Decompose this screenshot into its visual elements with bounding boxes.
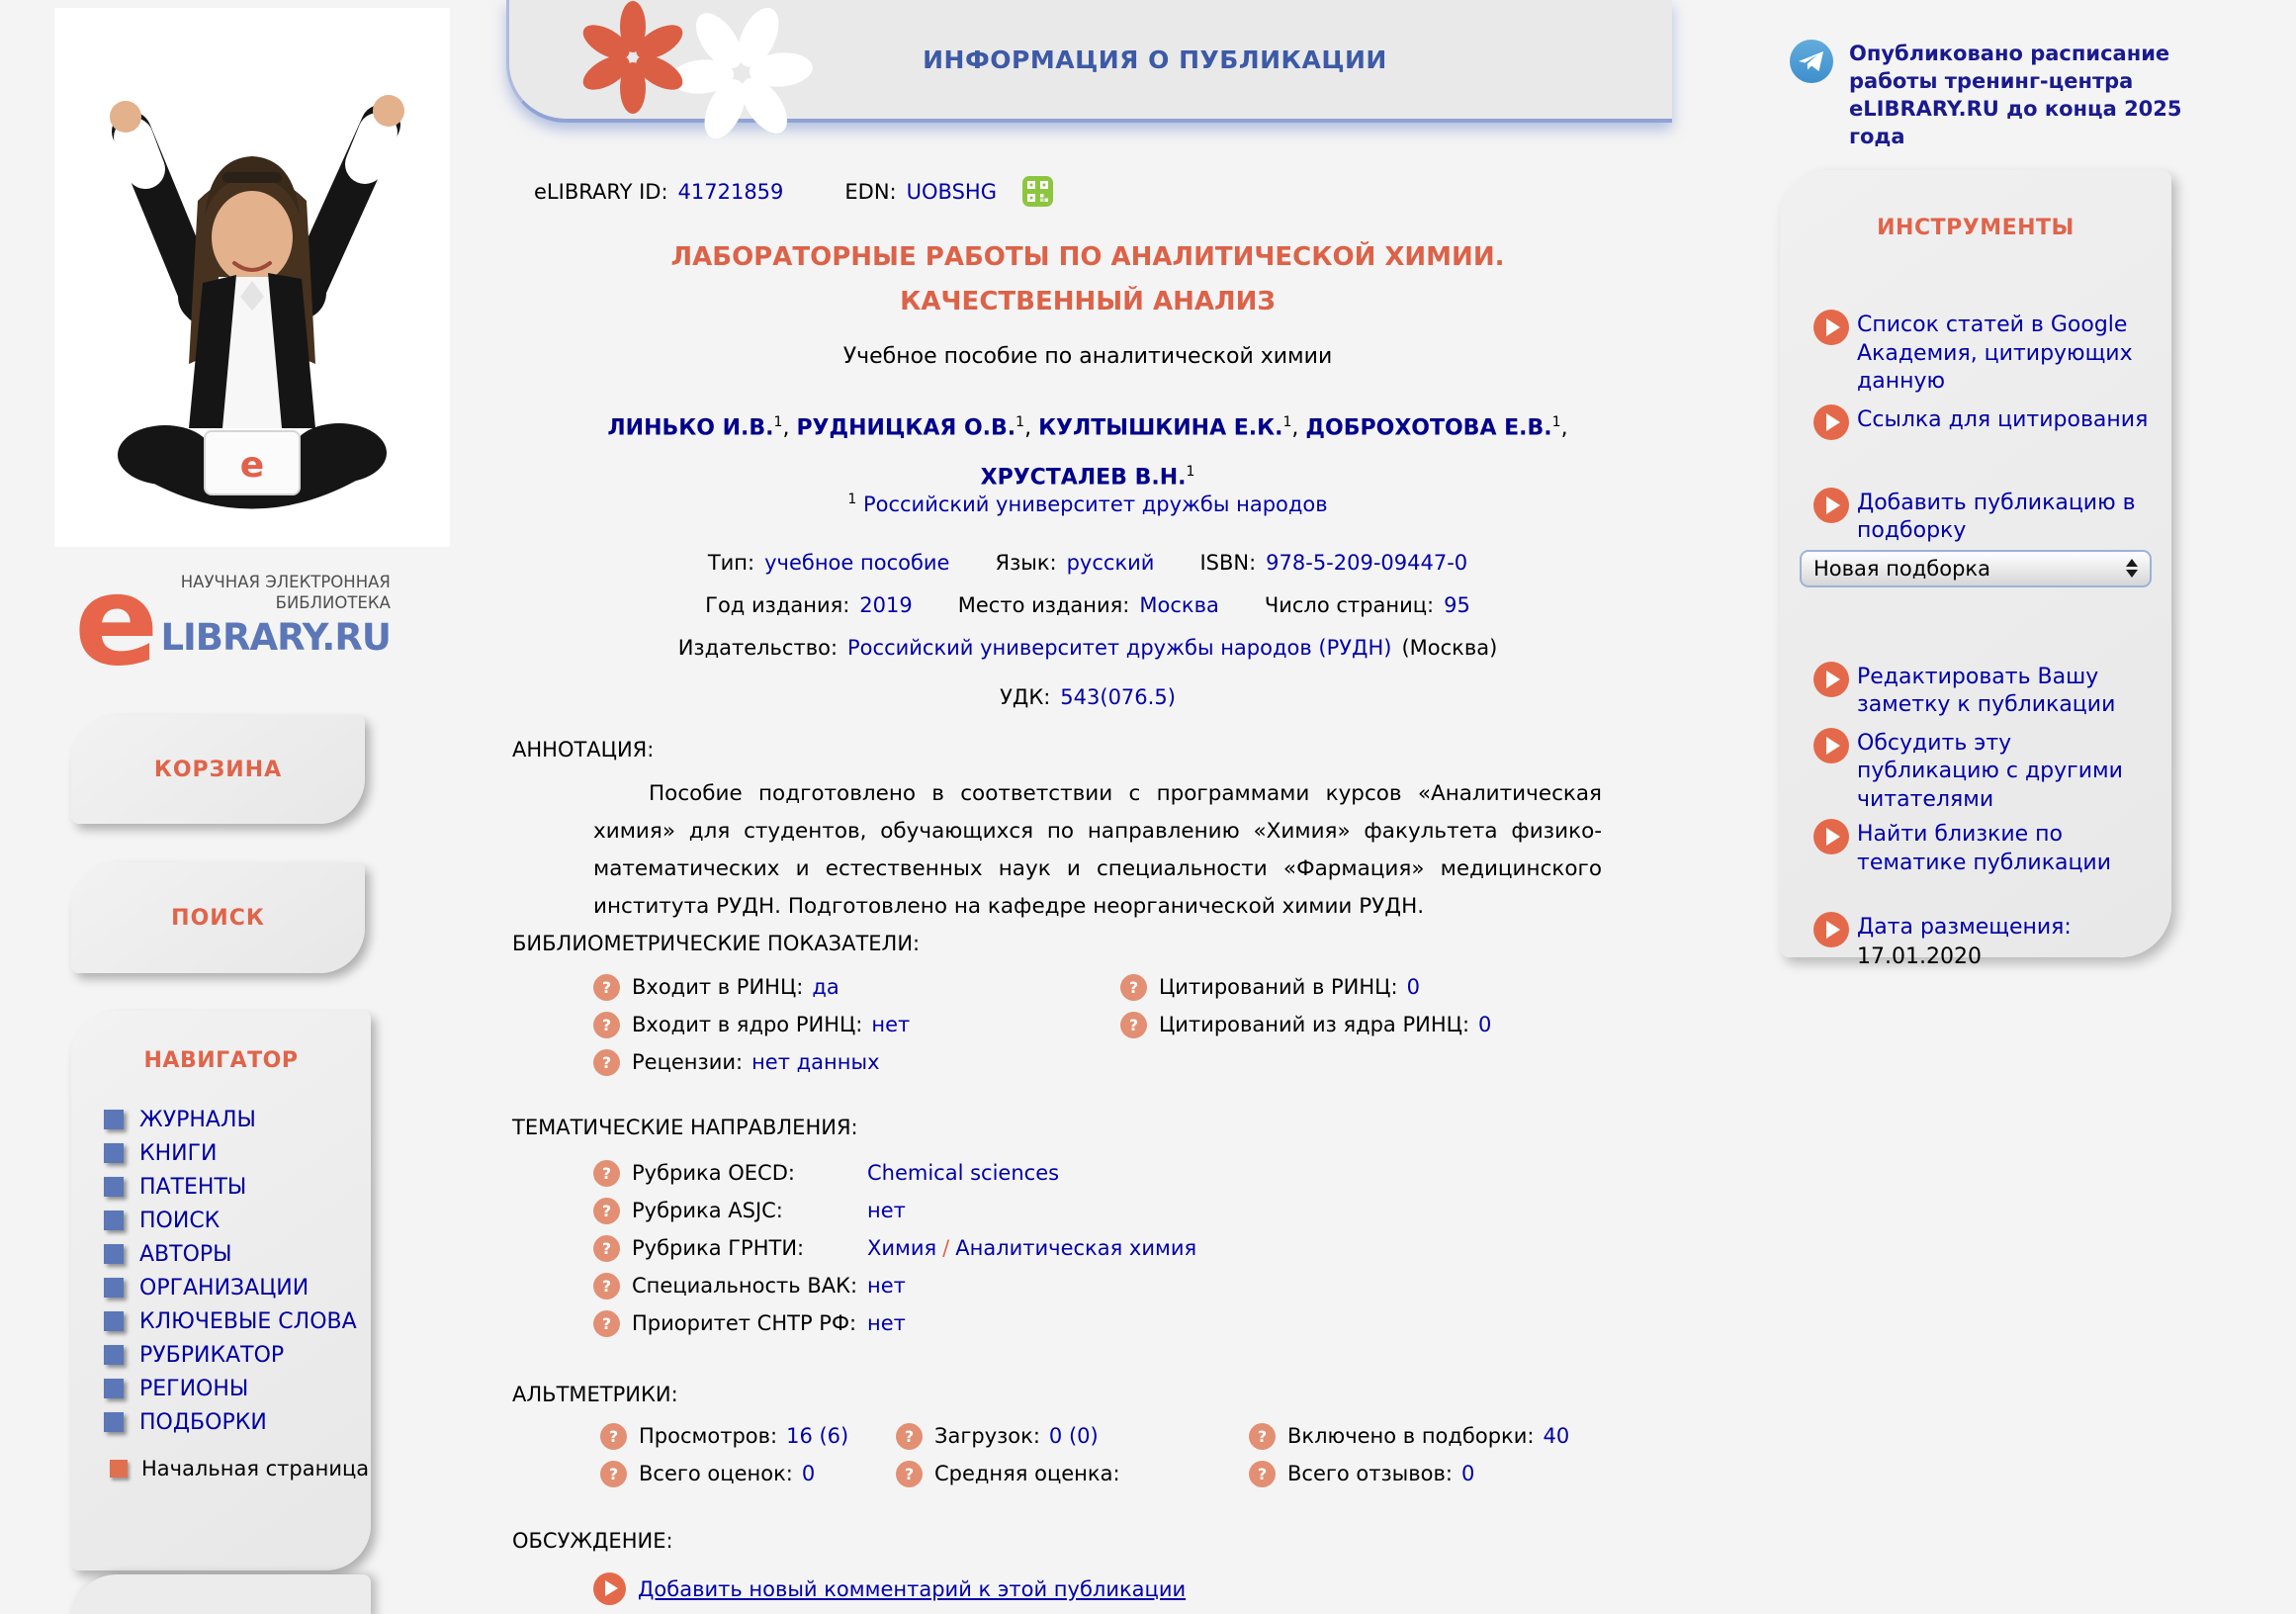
tool-item[interactable]	[1780, 730, 2171, 815]
tools-list-top	[1780, 312, 2171, 546]
bullet-icon	[104, 1244, 124, 1264]
metric-row	[1249, 1422, 1569, 1450]
play-icon	[1813, 404, 1849, 440]
qr-code-icon[interactable]	[1022, 176, 1053, 207]
partial-panel	[71, 1574, 371, 1614]
thematic-row	[593, 1159, 1196, 1187]
navigator-list	[104, 1109, 371, 1433]
placement-date-label: Дата размещения:	[1857, 915, 2072, 940]
metric-value: 0	[1460, 1462, 1475, 1485]
page-title: ИНФОРМАЦИЯ О ПУБЛИКАЦИИ	[923, 45, 1387, 74]
metric-value[interactable]: нет	[871, 1013, 911, 1036]
publication-ids	[534, 176, 1053, 207]
bullet-icon	[104, 1143, 124, 1163]
metric-row	[593, 1048, 910, 1076]
detail-value-link[interactable]: Российский университет дружбы народов (РУДН)	[847, 636, 1392, 660]
detail-label: ISBN:	[1199, 551, 1257, 575]
home-page-link[interactable]	[110, 1457, 371, 1480]
telegram-icon[interactable]	[1790, 40, 1833, 83]
detail-label: Год издания:	[705, 593, 850, 617]
telegram-announcement-text: Опубликовано расписание работы тренинг-центра eLIBRARY.RU до конца 2025 года	[1849, 42, 2182, 148]
detail-label: Тип:	[707, 551, 755, 575]
author-link[interactable]: КУЛТЫШКИНА Е.К.	[1038, 415, 1283, 441]
help-icon[interactable]: ?	[600, 1461, 627, 1487]
sidebar-item-label: АВТОРЫ	[139, 1241, 232, 1267]
sidebar-item-регионы[interactable]	[104, 1378, 371, 1399]
tools-list-bottom	[1780, 664, 2171, 878]
bullet-icon	[104, 1379, 124, 1398]
altmetrics-heading: АЛЬТМЕТРИКИ:	[512, 1383, 678, 1406]
details-block	[506, 542, 1669, 719]
sidebar-item-label: ЖУРНАЛЫ	[139, 1107, 256, 1132]
metric-label: Включено в подборки:	[1287, 1424, 1535, 1448]
tools-title: ИНСТРУМЕНТЫ	[1877, 216, 2075, 240]
detail-value-link[interactable]: Москва	[1139, 593, 1219, 617]
placement-date-value: 17.01.2020	[1857, 944, 1982, 969]
publication-subtitle: Учебное пособие по аналитической химии	[842, 344, 1333, 369]
sidebar-item-книги[interactable]	[104, 1142, 371, 1164]
sidebar-item-label: РУБРИКАТОР	[139, 1342, 285, 1368]
sidebar-item-подборки[interactable]	[104, 1411, 371, 1433]
publication-title-line1: ЛАБОРАТОРНЫЕ РАБОТЫ ПО АНАЛИТИЧЕСКОЙ ХИМИИ.	[670, 242, 1505, 272]
sidebar-item-патенты[interactable]	[104, 1176, 371, 1198]
metric-label: Цитирований в РИНЦ:	[1159, 975, 1398, 999]
promo-photo-illustration	[54, 8, 450, 547]
help-icon[interactable]: ?	[1249, 1461, 1276, 1487]
tool-item-label: Найти близкие по тематике публикации	[1857, 822, 2112, 875]
detail-line	[506, 627, 1669, 670]
metric-label: Входит в ядро РИНЦ:	[632, 1013, 863, 1036]
elibrary-logo[interactable]	[74, 548, 391, 693]
thematic-row	[593, 1197, 1196, 1224]
placement-date-row	[1780, 914, 2171, 969]
logo-caption-line1: НАУЧНАЯ ЭЛЕКТРОННАЯ	[180, 573, 391, 591]
affiliation-sup: 1	[847, 492, 857, 507]
help-icon[interactable]: ?	[896, 1461, 923, 1487]
publication-title-line2: КАЧЕСТВЕННЫЙ АНАЛИЗ	[900, 287, 1276, 316]
detail-label: Место издания:	[957, 593, 1130, 617]
play-icon	[1813, 819, 1849, 854]
metric-row	[600, 1422, 848, 1450]
sidebar-item-label: РЕГИОНЫ	[139, 1376, 249, 1401]
help-icon[interactable]: ?	[896, 1423, 923, 1450]
thematic-row	[593, 1272, 1196, 1300]
detail-label: УДК:	[1000, 685, 1051, 709]
affiliation-link[interactable]: Российский университет дружбы народов	[862, 493, 1328, 516]
author-separator: ,	[1024, 415, 1039, 441]
detail-value-link[interactable]: 978-5-209-09447-0	[1266, 551, 1468, 575]
altmetrics-column	[896, 1422, 1129, 1497]
rubric-link[interactable]: нет	[867, 1274, 906, 1298]
sidebar-item-label: ПАТЕНТЫ	[139, 1174, 247, 1200]
affiliation	[506, 492, 1669, 516]
annotation-text: Пособие подготовлено в соответствии с программами курсов «Аналитическая химия» для студентов, обучающихся по направлению «Химия» факультета физико-математических и естественных наук и специальности «Фармация» медицинского института РУДН. Подготовлено на кафедре неорганической химии РУДН.	[593, 781, 1602, 919]
page-header	[506, 0, 1672, 123]
tool-item-label: Добавить публикацию в подборку	[1857, 490, 2136, 543]
detail-label: Число страниц:	[1264, 593, 1435, 617]
detail-value-link[interactable]: 95	[1444, 593, 1470, 617]
elibrary-id-label: eLIBRARY ID:	[534, 179, 668, 204]
rubric-link[interactable]: нет	[867, 1311, 906, 1335]
metric-label: Всего отзывов:	[1287, 1462, 1453, 1485]
sidebar-item-label: КНИГИ	[139, 1140, 218, 1166]
author-affiliation-sup: 1	[773, 414, 783, 430]
select-spinner-icon	[2126, 559, 2138, 578]
play-icon	[593, 1572, 626, 1605]
metric-value: 16 (6)	[786, 1424, 849, 1448]
detail-label: Издательство:	[677, 636, 839, 660]
help-icon[interactable]: ?	[1249, 1423, 1276, 1450]
elibrary-id-value: 41721859	[677, 179, 784, 204]
author-separator: ,	[1291, 415, 1306, 441]
help-icon[interactable]: ?	[600, 1423, 627, 1450]
thematic-label: Рубрика OECD:	[632, 1161, 795, 1185]
tool-item[interactable]	[1780, 490, 2171, 546]
tool-item[interactable]	[1780, 821, 2171, 877]
tool-item[interactable]	[1780, 312, 2171, 397]
rubric-link[interactable]: Chemical sciences	[867, 1161, 1060, 1185]
altmetrics-column	[1249, 1422, 1569, 1497]
detail-value-link[interactable]: учебное пособие	[764, 551, 950, 575]
add-comment-row	[593, 1572, 1186, 1605]
edn-value[interactable]: UOBSHG	[906, 179, 997, 204]
discussion-heading: ОБСУЖДЕНИЕ:	[512, 1529, 673, 1553]
metric-row	[593, 973, 910, 1001]
metric-value[interactable]: да	[812, 975, 839, 999]
metric-value[interactable]: 0	[1478, 1013, 1492, 1036]
bibliometrics-right-column	[1120, 973, 1491, 1048]
annotation-heading: АННОТАЦИЯ:	[512, 738, 655, 762]
rubric-link[interactable]: нет	[867, 1199, 906, 1222]
metric-label: Всего оценок:	[639, 1462, 793, 1485]
metric-value: 40	[1543, 1424, 1570, 1448]
author-link[interactable]: ЛИНЬКО И.В.	[607, 415, 774, 441]
detail-value-link[interactable]: 543(076.5)	[1060, 685, 1176, 709]
sidebar-item-label: КЛЮЧЕВЫЕ СЛОВА	[139, 1308, 357, 1334]
sidebar-item-авторы[interactable]	[104, 1243, 371, 1265]
rubric-separator: /	[942, 1236, 950, 1260]
thematics-block	[593, 1159, 1196, 1347]
edn-label: EDN:	[844, 179, 897, 204]
navigator-title: НАВИГАТОР	[143, 1048, 299, 1073]
bullet-icon	[104, 1278, 124, 1298]
metric-row	[896, 1422, 1129, 1450]
metric-value: 0 (0)	[1048, 1424, 1099, 1448]
metric-value[interactable]: нет данных	[751, 1050, 880, 1074]
metric-row	[593, 1011, 910, 1038]
sidebar-item-поиск[interactable]	[104, 1210, 371, 1231]
thematic-label: Рубрика ASJC:	[632, 1199, 783, 1222]
altmetrics-column	[600, 1422, 848, 1497]
bullet-icon	[104, 1311, 124, 1331]
tool-item[interactable]	[1780, 406, 2171, 440]
metric-value[interactable]: 0	[1406, 975, 1420, 999]
metric-row	[1120, 1011, 1491, 1038]
metric-row	[896, 1460, 1129, 1487]
tool-item-label: Редактировать Вашу заметку к публикации	[1857, 664, 2116, 717]
thematic-row	[593, 1234, 1196, 1262]
help-icon[interactable]: ?	[1120, 1012, 1147, 1038]
basket-button[interactable]: КОРЗИНА	[71, 715, 365, 824]
sidebar-item-label: ПОДБОРКИ	[139, 1409, 267, 1435]
thematic-row	[593, 1309, 1196, 1337]
detail-label: Язык:	[995, 551, 1057, 575]
add-comment-link[interactable]: Добавить новый комментарий к этой публикации	[638, 1576, 1187, 1601]
metric-label: Средняя оценка:	[934, 1462, 1120, 1485]
help-icon[interactable]: ?	[593, 1273, 620, 1300]
play-icon	[1813, 662, 1849, 697]
metric-label: Загрузок:	[934, 1424, 1040, 1448]
sidebar-item-label: ПОИСК	[139, 1208, 221, 1233]
detail-line	[506, 542, 1669, 584]
bullet-icon	[104, 1345, 124, 1365]
detail-line	[506, 584, 1669, 627]
elibrary-logo-e-icon: e	[74, 548, 159, 693]
author-affiliation-sup: 1	[1016, 414, 1025, 430]
tools-panel	[1780, 170, 2171, 969]
publication-title	[506, 235, 1669, 324]
thematics-heading: ТЕМАТИЧЕСКИЕ НАПРАВЛЕНИЯ:	[512, 1116, 858, 1139]
bullet-icon	[104, 1210, 124, 1230]
logo-caption-line2: БИБЛИОТЕКА	[275, 593, 391, 612]
sidebar-item-label: ОРГАНИЗАЦИИ	[139, 1275, 309, 1300]
search-button[interactable]: ПОИСК	[71, 862, 365, 973]
telegram-announcement[interactable]	[1790, 40, 2225, 150]
play-icon	[1813, 310, 1849, 345]
home-page-label: Начальная страница	[141, 1457, 370, 1480]
help-icon[interactable]: ?	[593, 1198, 620, 1224]
play-icon	[1813, 488, 1849, 523]
author-link[interactable]: ДОБРОХОТОВА Е.В.	[1305, 415, 1552, 441]
rubric-link[interactable]: Химия	[867, 1236, 937, 1260]
elibrary-logo-text	[160, 572, 390, 659]
sidebar-item-рубрикатор[interactable]	[104, 1344, 371, 1366]
sidebar-item-организации[interactable]	[104, 1277, 371, 1299]
svg-text:e: e	[239, 445, 265, 486]
tool-item-label: Список статей в Google Академия, цитирующих данную	[1857, 313, 2133, 394]
navigator-panel	[71, 1011, 371, 1570]
thematic-label: Приоритет СНТР РФ:	[632, 1311, 857, 1335]
thematic-label: Рубрика ГРНТИ:	[632, 1236, 805, 1260]
author-affiliation-sup: 1	[1551, 414, 1561, 430]
help-icon[interactable]: ?	[593, 1012, 620, 1038]
thematic-label: Специальность ВАК:	[632, 1274, 858, 1298]
metric-label: Рецензии:	[632, 1050, 744, 1074]
metric-row	[600, 1460, 848, 1487]
detail-line	[506, 676, 1669, 719]
tool-item[interactable]	[1780, 664, 2171, 720]
tool-item-label: Обсудить эту публикацию с другими читателями	[1857, 730, 2123, 812]
metric-label: Цитирований из ядра РИНЦ:	[1159, 1013, 1470, 1036]
detail-label: (Москва)	[1401, 636, 1498, 660]
bullet-icon	[104, 1177, 124, 1197]
promo-photo	[54, 8, 450, 547]
help-icon[interactable]: ?	[593, 1160, 620, 1187]
collection-select[interactable]	[1800, 550, 2152, 587]
sidebar-item-журналы[interactable]	[104, 1109, 371, 1130]
play-icon	[1813, 728, 1849, 763]
help-icon[interactable]: ?	[593, 1310, 620, 1337]
bullet-icon	[104, 1412, 124, 1432]
help-icon[interactable]: ?	[593, 1235, 620, 1262]
bibliometrics-left-column	[593, 973, 910, 1086]
play-icon	[1813, 912, 1849, 947]
sidebar-item-ключевые слова[interactable]	[104, 1310, 371, 1332]
author-link[interactable]: РУДНИЦКАЯ О.В.	[796, 415, 1016, 441]
home-bullet-icon	[110, 1460, 128, 1478]
metric-label: Просмотров:	[639, 1424, 778, 1448]
metric-label: Входит в РИНЦ:	[632, 975, 804, 999]
author-link[interactable]: ХРУСТАЛЕВ В.Н.	[980, 465, 1187, 491]
help-icon[interactable]: ?	[593, 974, 620, 1001]
detail-value-link[interactable]: русский	[1066, 551, 1155, 575]
authors-line	[506, 401, 1669, 500]
help-icon[interactable]: ?	[593, 1049, 620, 1076]
author-affiliation-sup: 1	[1186, 464, 1195, 481]
logo-brand-name: LIBRARY.RU	[160, 616, 391, 659]
rubric-link[interactable]: Аналитическая химия	[955, 1236, 1197, 1260]
collection-select-value: Новая подборка	[1813, 556, 1990, 581]
bibliometrics-heading: БИБЛИОМЕТРИЧЕСКИЕ ПОКАЗАТЕЛИ:	[512, 932, 921, 955]
metric-row	[1249, 1460, 1569, 1487]
author-affiliation-sup: 1	[1282, 414, 1292, 430]
author-separator: ,	[782, 415, 797, 441]
tool-item-label: Ссылка для цитирования	[1857, 406, 2149, 432]
help-icon[interactable]: ?	[1120, 974, 1147, 1001]
bullet-icon	[104, 1110, 124, 1129]
metric-row	[1120, 973, 1491, 1001]
detail-value-link[interactable]: 2019	[859, 593, 913, 617]
metric-value: 0	[801, 1462, 816, 1485]
author-separator: ,	[1560, 415, 1568, 441]
